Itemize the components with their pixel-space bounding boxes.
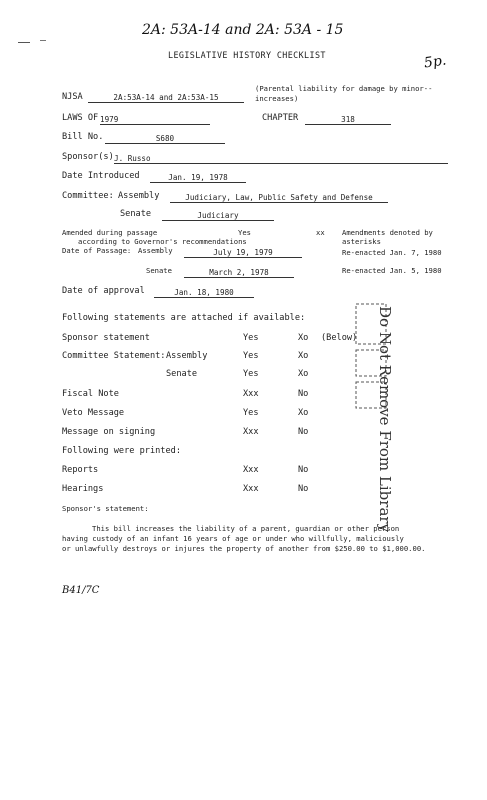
approval-value: Jan. 18, 1980 xyxy=(154,288,254,298)
njsa-label: NJSA xyxy=(62,92,83,102)
handwritten-margin-note: 5p. xyxy=(422,52,448,72)
committee-senate-label: Senate xyxy=(120,209,152,219)
statement-sponsor-extra: (Below) xyxy=(321,333,358,343)
statement-committee-senate-no: Xo xyxy=(298,369,309,379)
handwritten-header: 2A: 53A-14 and 2A: 53A - 15 xyxy=(142,22,344,38)
passage-senate-value: March 2, 1978 xyxy=(184,268,294,278)
committee-assembly-label: Assembly xyxy=(118,191,160,201)
statement-committee-assembly-no: Xo xyxy=(298,351,309,361)
date-introduced-value: Jan. 19, 1978 xyxy=(150,173,246,183)
statement-veto-yes: Yes xyxy=(243,408,259,418)
sponsor-statement-line: This bill increases the liability of a parent, guardian or other person xyxy=(92,524,400,533)
stray-mark xyxy=(40,40,46,41)
amended-sublabel: according to Governor's recommendations xyxy=(78,237,247,246)
statement-fiscal-yes: Xxx xyxy=(243,389,259,399)
amendments-note: Amendments denoted by asterisks xyxy=(342,228,433,246)
laws-of-label: LAWS OF xyxy=(62,113,99,123)
reenacted-1: Re-enacted Jan. 7, 1980 xyxy=(342,248,442,257)
njsa-note: (Parental liability for damage by minor--increases) xyxy=(255,84,433,103)
statement-veto-label: Veto Message xyxy=(62,408,125,418)
statement-fiscal-label: Fiscal Note xyxy=(62,389,119,399)
statement-sponsor-label: Sponsor statement xyxy=(62,333,150,343)
printed-hearings-yes: Xxx xyxy=(243,484,259,494)
page-title: LEGISLATIVE HISTORY CHECKLIST xyxy=(168,50,326,60)
passage-senate-label: Senate xyxy=(146,266,172,275)
njsa-value: 2A:53A-14 and 2A:53A-15 xyxy=(88,93,244,103)
statement-committee-senate-yes: Yes xyxy=(243,369,259,379)
sponsors-value: J. Russo xyxy=(114,154,448,164)
statement-committee-assembly-yes: Yes xyxy=(243,351,259,361)
statement-sponsor-yes: Yes xyxy=(243,333,259,343)
date-introduced-label: Date Introduced xyxy=(62,171,140,181)
printed-hearings-label: Hearings xyxy=(62,484,104,494)
amended-no-mark: xx xyxy=(316,228,325,237)
library-stamp xyxy=(354,300,394,533)
passage-label: Date of Passage: xyxy=(62,246,132,255)
sponsors-label: Sponsor(s) xyxy=(62,152,114,162)
printed-header: Following were printed: xyxy=(62,446,181,456)
sponsor-statement-line: having custody of an infant 16 years of age or under who willfully, maliciously xyxy=(62,534,404,543)
committee-senate-value: Judiciary xyxy=(162,211,274,221)
statement-fiscal-no: No xyxy=(298,389,309,399)
amended-yes: Yes xyxy=(238,228,251,237)
chapter-label: CHAPTER xyxy=(262,113,299,123)
statement-signing-label: Message on signing xyxy=(62,427,156,437)
laws-of-value: 1979 xyxy=(100,115,210,125)
bill-no-value: S680 xyxy=(105,134,225,144)
approval-label: Date of approval xyxy=(62,286,145,296)
sponsor-statement-label: Sponsor's statement: xyxy=(62,504,149,513)
committee-label: Committee: xyxy=(62,191,114,201)
passage-assembly-value: July 19, 1979 xyxy=(184,248,302,258)
bill-no-label: Bill No. xyxy=(62,132,104,142)
reenacted-2: Re-enacted Jan. 5, 1980 xyxy=(342,266,442,275)
chapter-value: 318 xyxy=(305,115,391,125)
statement-sponsor-no: Xo xyxy=(298,333,309,343)
sponsor-statement-line: or unlawfully destroys or injures the property of another from $250.00 to $1,000.00. xyxy=(62,544,426,553)
statement-veto-no: Xo xyxy=(298,408,309,418)
statement-signing-no: No xyxy=(298,427,309,437)
printed-reports-no: No xyxy=(298,465,309,475)
printed-reports-label: Reports xyxy=(62,465,99,475)
stamp-text: Do Not Remove From Library xyxy=(376,306,394,533)
statement-committee-label: Committee Statement: xyxy=(62,351,166,361)
statements-header: Following statements are attached if available: xyxy=(62,313,306,323)
committee-assembly-value: Judiciary, Law, Public Safety and Defense xyxy=(170,193,388,203)
statement-signing-yes: Xxx xyxy=(243,427,259,437)
printed-reports-yes: Xxx xyxy=(243,465,259,475)
statement-committee-assembly: Assembly xyxy=(166,351,208,361)
statement-committee-senate: Senate xyxy=(166,369,198,379)
passage-assembly-label: Assembly xyxy=(138,246,173,255)
printed-hearings-no: No xyxy=(298,484,309,494)
amended-label: Amended during passage xyxy=(62,228,158,237)
footer-code: B41/7C xyxy=(62,585,100,596)
stray-mark xyxy=(18,42,30,43)
